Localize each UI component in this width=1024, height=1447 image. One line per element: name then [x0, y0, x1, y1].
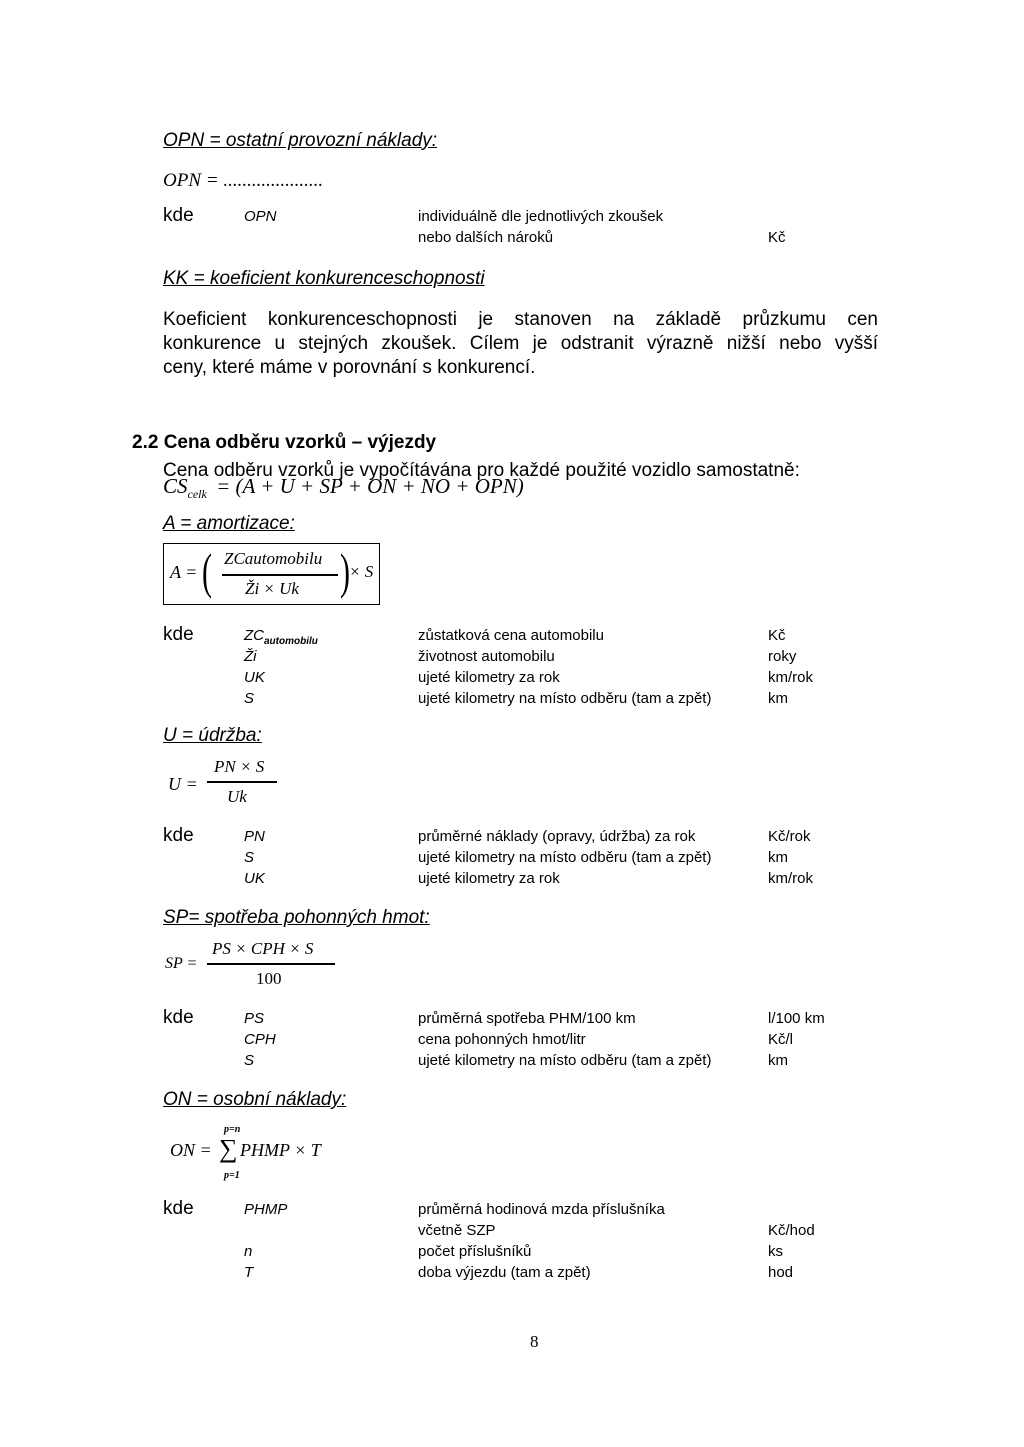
a-row-symbol: S — [244, 690, 255, 707]
sp-formula-lhs: SP = — [165, 955, 198, 972]
on-formula-sigma-lower: p=1 — [224, 1170, 240, 1181]
a-formula-paren-open: ( — [202, 543, 212, 599]
sp-row-unit: km — [768, 1052, 788, 1069]
opn-row-description: nebo dalších nároků — [418, 229, 554, 246]
a-kde-label: kde — [163, 624, 194, 645]
on-formula-sigma-upper: p=n — [224, 1124, 241, 1135]
on-row-description: včetně SZP — [418, 1222, 496, 1239]
a-formula-denominator: Ži × Uk — [245, 579, 299, 598]
on-row-symbol: T — [244, 1264, 254, 1281]
kk-heading: KK = koeficient konkurenceschopnosti — [163, 268, 485, 289]
on-formula-body: PHMP × T — [240, 1140, 321, 1160]
opn-formula: OPN = ..................... — [163, 170, 324, 191]
a-row-unit: Kč — [768, 627, 786, 644]
u-row-unit: km/rok — [768, 870, 813, 887]
sp-row-symbol: CPH — [244, 1031, 276, 1048]
cs-formula-lhs: CS — [163, 474, 188, 498]
u-row-unit: km — [768, 849, 788, 866]
sp-formula-denominator: 100 — [256, 969, 282, 988]
on-kde-label: kde — [163, 1198, 194, 1219]
cs-formula-sub: celk — [187, 487, 207, 502]
on-row-unit: hod — [768, 1264, 794, 1281]
section-title: 2.2 Cena odběru vzorků – výjezdy — [132, 432, 437, 453]
a-row-symbol-text: ZC — [244, 627, 264, 644]
kk-paragraph-line: Koeficient konkurenceschopnosti je stanoven na základě průzkumu cen — [163, 309, 878, 330]
sp-row-description: cena pohonných hmot/litr — [418, 1031, 586, 1048]
u-formula-lhs: U = — [168, 774, 198, 794]
a-formula-tail: × S — [349, 562, 374, 581]
a-row-description: ujeté kilometry za rok — [418, 669, 560, 686]
a-row-symbol — [244, 627, 318, 647]
on-row-description: počet příslušníků — [418, 1243, 532, 1260]
a-heading: A = amortizace: — [163, 513, 295, 534]
a-row-symbol: UK — [244, 669, 265, 686]
opn-row-unit: Kč — [768, 229, 786, 246]
on-row-symbol: n — [244, 1243, 253, 1260]
sp-heading: SP= spotřeba pohonných hmot: — [163, 907, 430, 928]
section-intro: Cena odběru vzorků je vypočítávána pro každé použité vozidlo samostatně: — [163, 460, 800, 481]
u-formula-fraction-bar — [207, 781, 277, 783]
u-heading: U = údržba: — [163, 725, 262, 746]
opn-kde-label: kde — [163, 205, 194, 226]
u-row-description: ujeté kilometry na místo odběru (tam a zpět) — [418, 849, 712, 866]
sp-formula-fraction-bar — [207, 963, 335, 965]
kk-paragraph-line: konkurence u stejných zkoušek. Cílem je odstranit výrazně nižší nebo vyšší — [163, 333, 878, 354]
sp-row-description: průměrná spotřeba PHM/100 km — [418, 1010, 636, 1027]
on-formula-lhs: ON = — [170, 1140, 212, 1160]
u-row-symbol: S — [244, 849, 255, 866]
opn-row-description: individuálně dle jednotlivých zkoušek — [418, 208, 664, 225]
a-row-unit: km — [768, 690, 788, 707]
sp-row-unit: l/100 km — [768, 1010, 825, 1027]
kk-paragraph-line: ceny, které máme v porovnání s konkurencí. — [163, 357, 536, 378]
sp-row-unit: Kč/l — [768, 1031, 794, 1048]
u-row-symbol: PN — [244, 828, 265, 845]
sp-row-symbol: S — [244, 1052, 255, 1069]
u-row-description: průměrné náklady (opravy, údržba) za rok — [418, 828, 696, 845]
cs-formula — [163, 474, 524, 502]
u-row-symbol: UK — [244, 870, 265, 887]
on-row-unit: Kč/hod — [768, 1222, 815, 1239]
a-row-symbol: Ži — [244, 648, 257, 665]
u-formula-numerator: PN × S — [214, 757, 265, 776]
on-row-symbol: PHMP — [244, 1201, 288, 1218]
a-formula-fraction-bar — [222, 574, 338, 576]
u-row-description: ujeté kilometry za rok — [418, 870, 560, 887]
u-kde-label: kde — [163, 825, 194, 846]
a-row-description: zůstatková cena automobilu — [418, 627, 604, 644]
a-row-symbol-sub: automobilu — [264, 636, 318, 647]
a-formula-paren-close: ) — [340, 543, 350, 599]
a-row-description: ujeté kilometry na místo odběru (tam a zpět) — [418, 690, 712, 707]
page-number: 8 — [530, 1332, 539, 1351]
u-formula-denominator: Uk — [227, 787, 247, 806]
a-formula-lhs: A = — [170, 562, 198, 582]
a-row-description: životnost automobilu — [418, 648, 555, 665]
on-row-description: průměrná hodinová mzda příslušníka — [418, 1201, 665, 1218]
sp-row-description: ujeté kilometry na místo odběru (tam a zpět) — [418, 1052, 712, 1069]
sp-formula-numerator: PS × CPH × S — [212, 939, 314, 958]
on-row-unit: ks — [768, 1243, 783, 1260]
u-row-unit: Kč/rok — [768, 828, 811, 845]
on-formula-sigma: ∑ — [219, 1134, 238, 1163]
on-heading: ON = osobní náklady: — [163, 1089, 347, 1110]
sp-kde-label: kde — [163, 1007, 194, 1028]
a-row-unit: km/rok — [768, 669, 813, 686]
opn-row-symbol: OPN — [244, 208, 277, 225]
cs-formula-rhs: = (A + U + SP + ON + NO + OPN) — [216, 474, 524, 498]
a-formula-numerator: ZCautomobilu — [224, 549, 323, 568]
sp-row-symbol: PS — [244, 1010, 265, 1027]
a-row-unit: roky — [768, 648, 797, 665]
opn-heading: OPN = ostatní provozní náklady: — [163, 130, 438, 151]
on-row-description: doba výjezdu (tam a zpět) — [418, 1264, 591, 1281]
